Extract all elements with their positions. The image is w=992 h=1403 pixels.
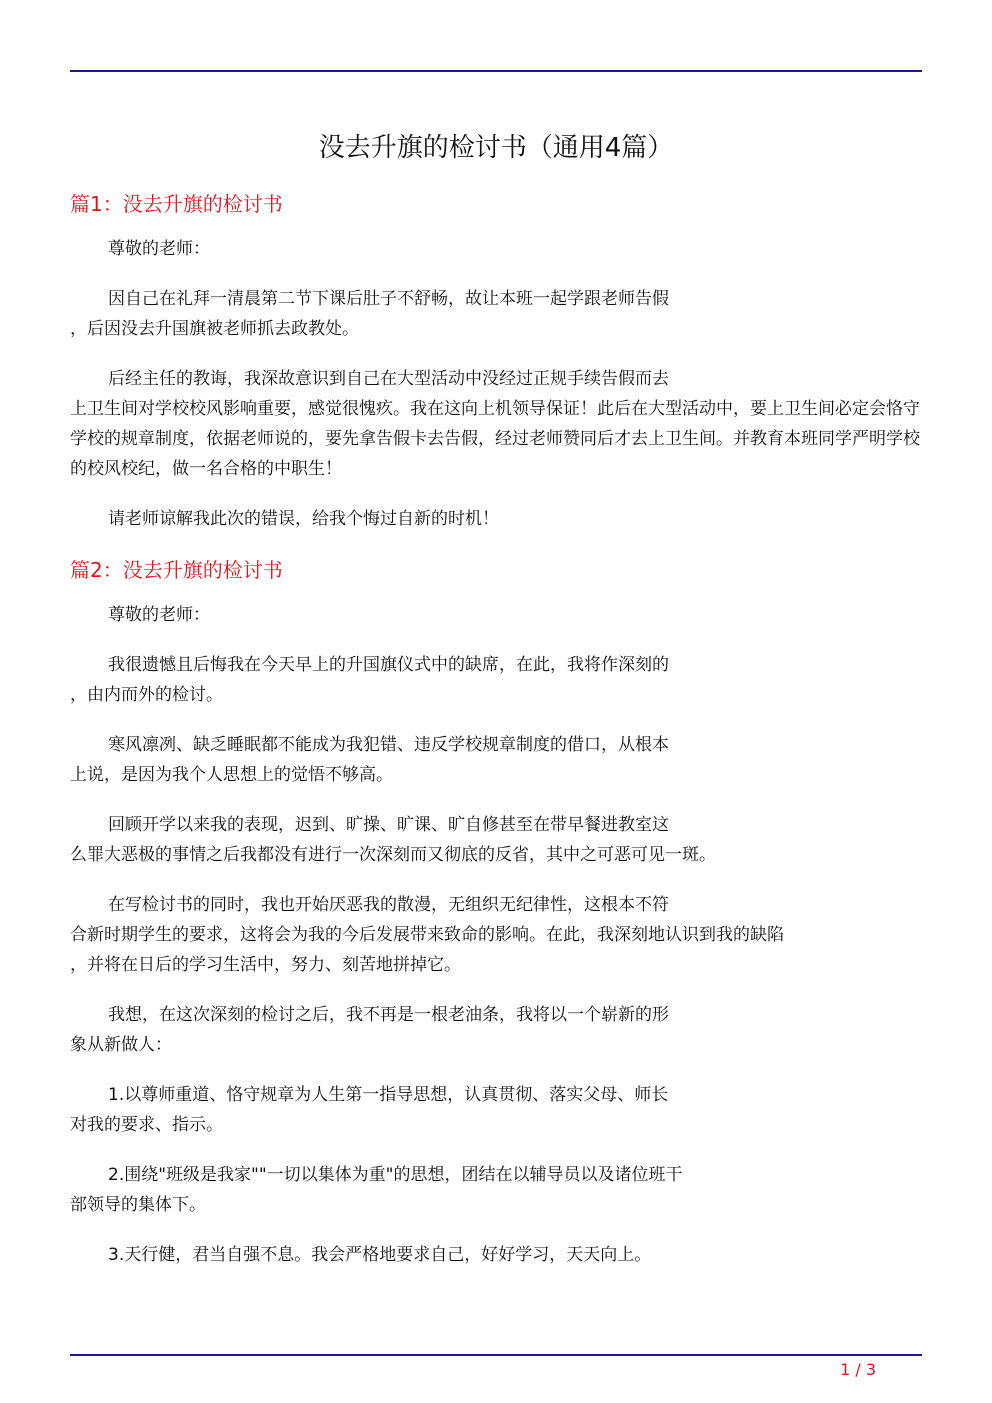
- page-number: 1 / 3: [840, 1360, 876, 1379]
- document-body: [70, 188, 922, 1290]
- salutation: 尊敬的老师：: [108, 239, 210, 259]
- paragraph: 后经主任的教诲，我深故意识到自己在大型活动中没经过正规手续告假而去 上卫生间对学校校风影响重要，感觉很愧疚。我在这向上机领导保证！此后在大型活动中，要上卫生间必定会恪守学校的规章制度，依据老师说的，要先拿告假卡去告假，经过老师赞同后才去上卫生间。并教育本班同学严明学校的校风校纪，做一名合格的中职生！: [70, 369, 920, 479]
- section-heading: 篇1：没去升旗的检讨书: [70, 192, 283, 216]
- footer-rule: [70, 1354, 922, 1356]
- section-heading: 篇2：没去升旗的检讨书: [70, 558, 283, 582]
- paragraph: 回顾开学以来我的表现，迟到、旷操、旷课、旷自修甚至在带早餐进教室这 么罪大恶极的事情之后我都没有进行一次深刻而又彻底的反省，其中之可恶可见一斑。: [70, 815, 716, 865]
- header-rule: [70, 70, 922, 72]
- paragraph: 我很遗憾且后悔我在今天早上的升国旗仪式中的缺席，在此，我将作深刻的 ，由内而外的检讨。: [70, 655, 669, 705]
- paragraph: 请老师谅解我此次的错误，给我个悔过自新的时机！: [108, 509, 499, 529]
- paragraph: 寒风凛冽、缺乏睡眠都不能成为我犯错、违反学校规章制度的借口，从根本 上说，是因为我个人思想上的觉悟不够高。: [70, 735, 669, 785]
- paragraph: 我想，在这次深刻的检讨之后，我不再是一根老油条，我将以一个崭新的形 象从新做人：: [70, 1005, 669, 1055]
- salutation: 尊敬的老师：: [108, 605, 210, 625]
- list-item: 3.天行健，君当自强不息。我会严格地要求自己，好好学习，天天向上。: [108, 1245, 652, 1265]
- list-item: 2.围绕"班级是我家""一切以集体为重"的思想，团结在以辅导员以及诸位班干 部领导的集体下。: [70, 1165, 683, 1215]
- list-item: 1.以尊师重道、恪守规章为人生第一指导思想，认真贯彻、落实父母、师长 对我的要求、指示。: [70, 1085, 669, 1135]
- paragraph: 在写检讨书的同时，我也开始厌恶我的散漫，无组织无纪律性，这根本不符 合新时期学生的要求，这将会为我的今后发展带来致命的影响。在此，我深刻地认识到我的缺陷 ，并将在日后的学习生活中，努力、刻苦地拼掉它。: [70, 895, 784, 975]
- paragraph: 因自己在礼拜一清晨第二节下课后肚子不舒畅，故让本班一起学跟老师告假 ，后因没去升国旗被老师抓去政教处。: [70, 289, 669, 339]
- document-title: 没去升旗的检讨书（通用4篇）: [318, 133, 674, 163]
